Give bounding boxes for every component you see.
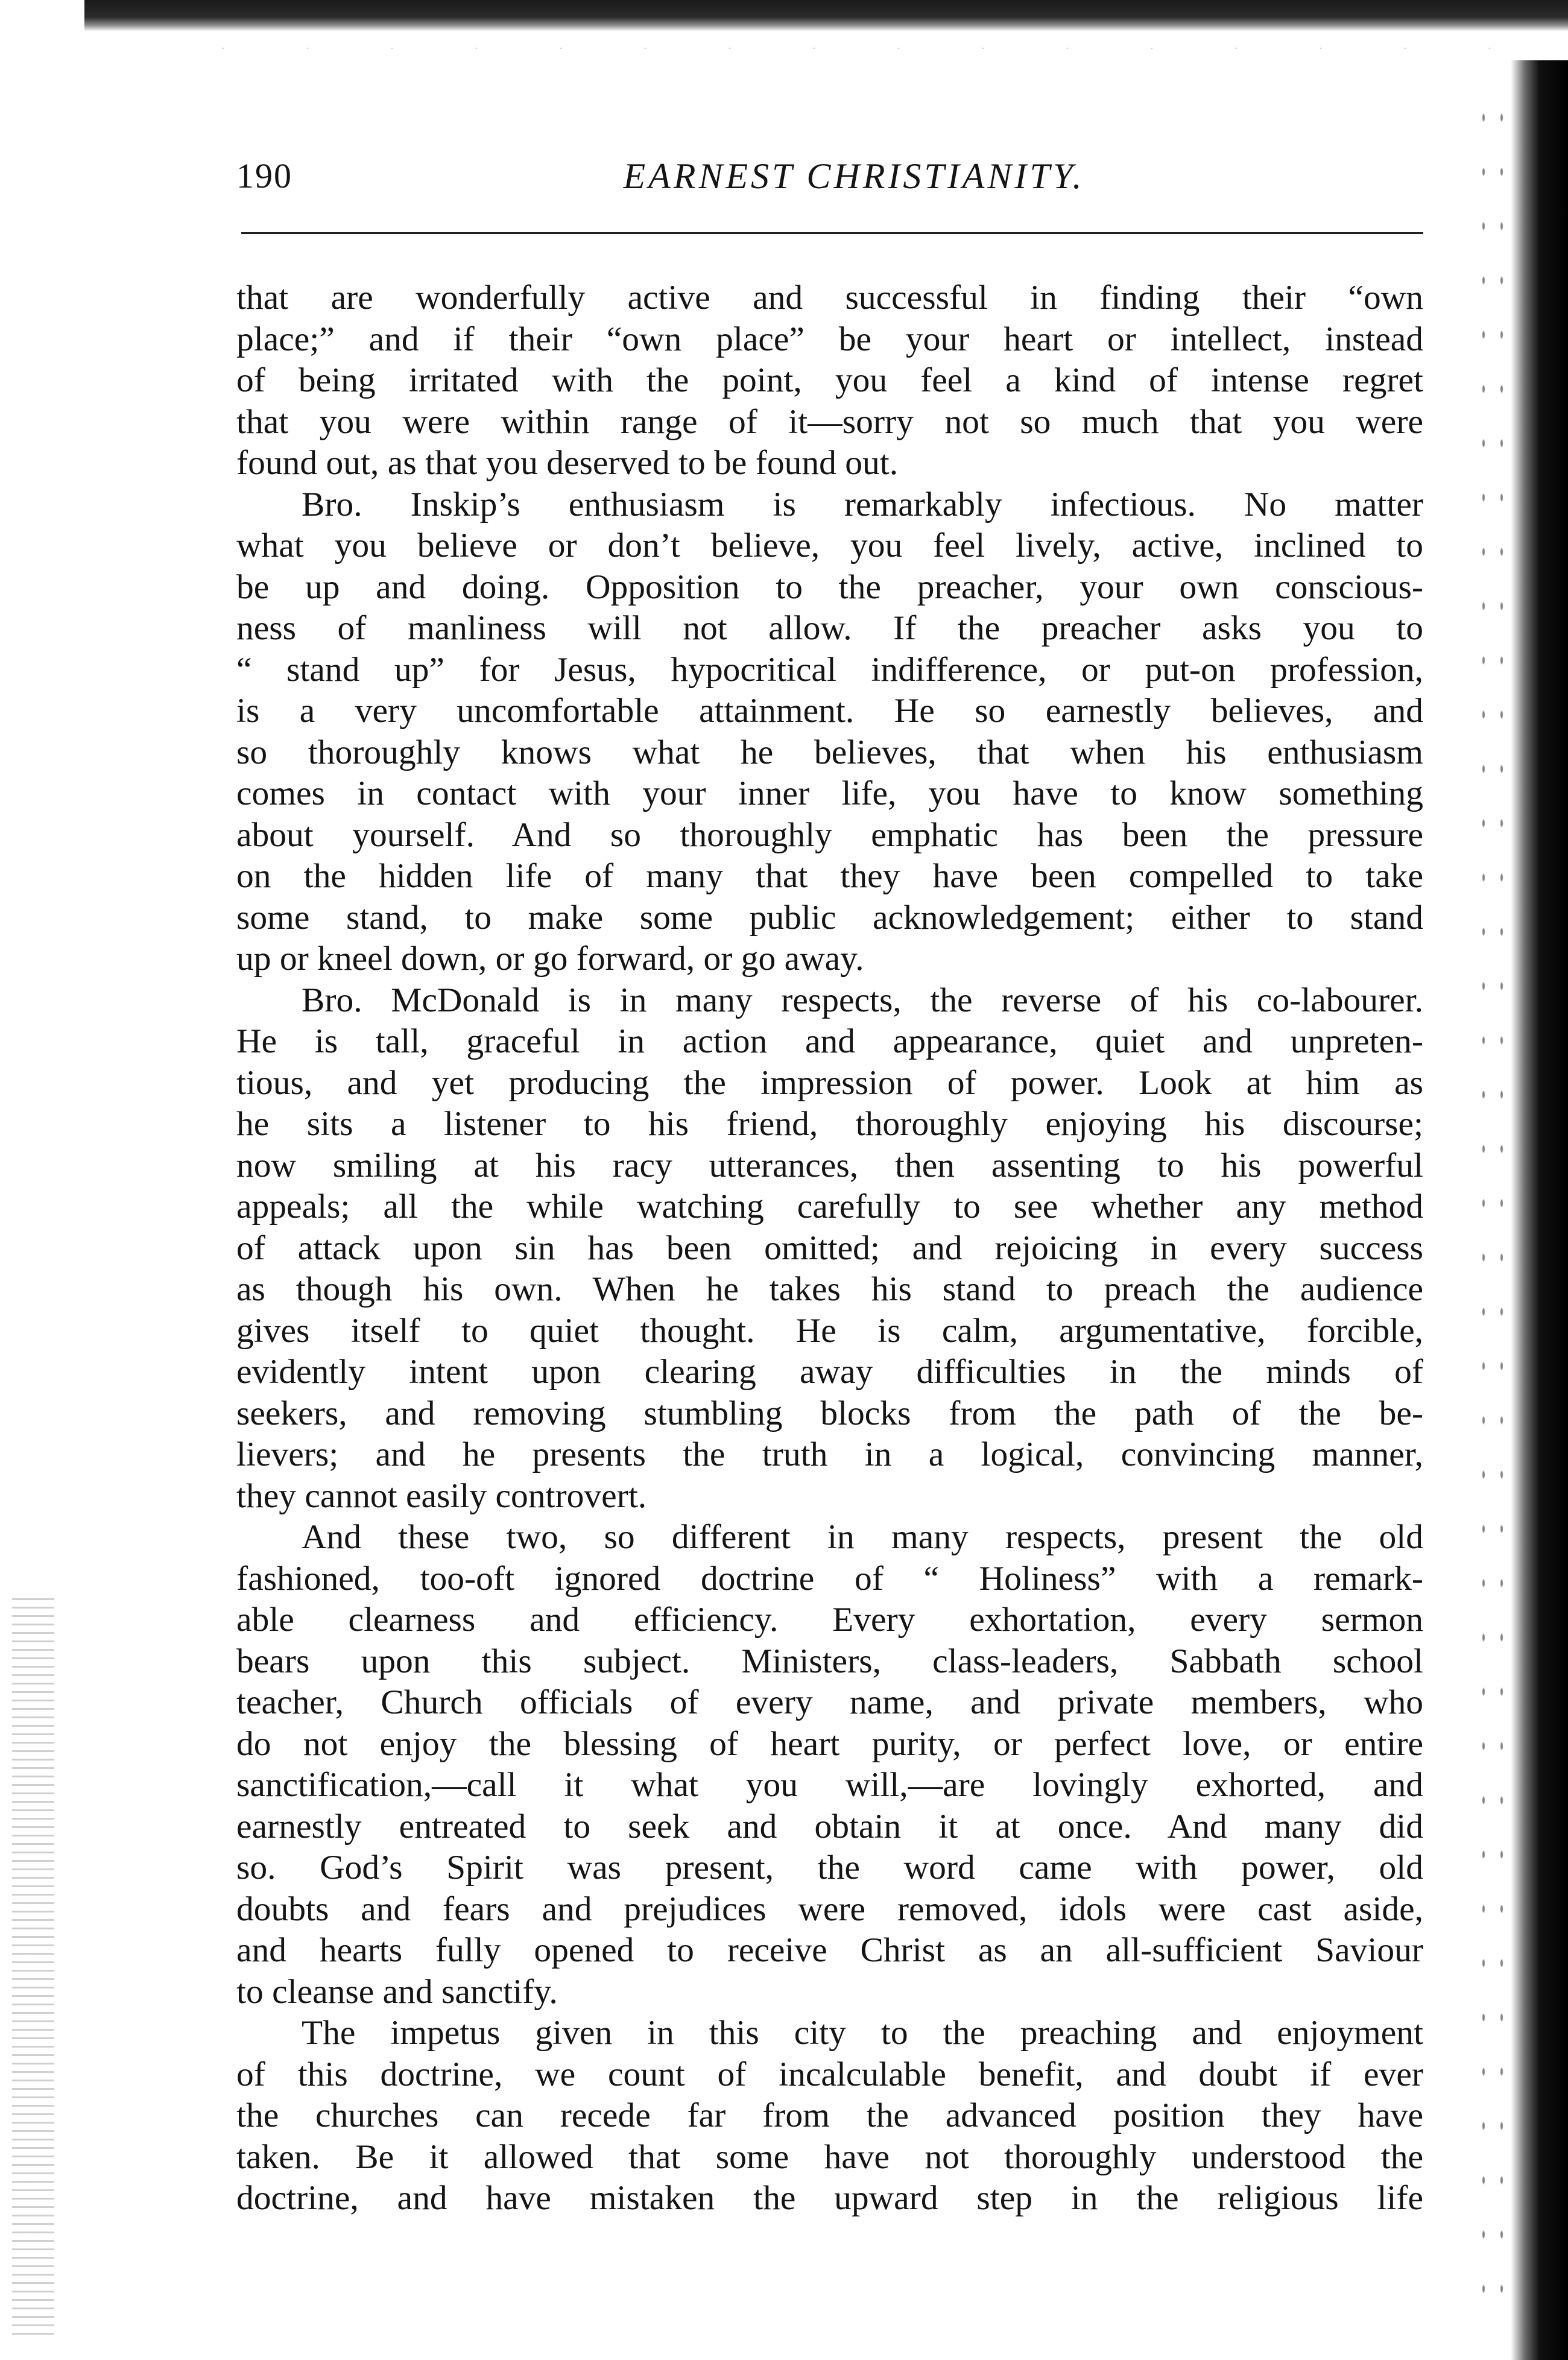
text-line: doubts and fears and prejudices were removed, idols were cast aside, <box>236 1890 1423 1928</box>
text-line: He is tall, graceful in action and appearance, quiet and unpreten- <box>236 1022 1423 1060</box>
scan-noise-right <box>1475 90 1511 2322</box>
text-line: Bro. McDonald is in many respects, the reverse of his co-labourer. <box>302 981 1423 1019</box>
text-line: seekers, and removing stumbling blocks from the path of the be- <box>236 1394 1423 1432</box>
text-line: Bro. Inskip’s enthusiasm is remarkably infectious. No matter <box>302 485 1423 524</box>
text-line: of attack upon sin has been omitted; and rejoicing in every success <box>236 1229 1423 1267</box>
text-line: of being irritated with the point, you feel a kind of intense regret <box>236 361 1423 399</box>
text-line: some stand, to make some public acknowledgement; either to stand <box>236 898 1423 937</box>
text-line: as though his own. When he takes his stand to preach the audience <box>236 1270 1423 1308</box>
text-line: is a very uncomfortable attainment. He so earnestly believes, and <box>236 692 1423 730</box>
text-line: lievers; and he presents the truth in a logical, convincing manner, <box>236 1435 1423 1473</box>
text-line: taken. Be it allowed that some have not thoroughly understood the <box>236 2137 1423 2176</box>
text-line: And these two, so different in many respects, present the old <box>302 1518 1423 1556</box>
text-line: ness of manliness will not allow. If the preacher asks you to <box>236 609 1423 647</box>
scan-noise-left <box>12 1598 54 2340</box>
text-line: bears upon this subject. Ministers, class-leaders, Sabbath school <box>236 1642 1423 1680</box>
text-line: tious, and yet producing the impression of power. Look at him as <box>236 1063 1423 1102</box>
text-line: now smiling at his racy utterances, then assenting to his powerful <box>236 1146 1423 1185</box>
scan-noise-top <box>181 36 1508 60</box>
text-line: evidently intent upon clearing away difficulties in the minds of <box>236 1353 1423 1391</box>
text-line: that are wonderfully active and successful in finding their “own <box>236 279 1423 317</box>
running-title: EARNEST CHRISTIANITY. <box>623 156 1085 196</box>
text-line: found out, as that you deserved to be found out. <box>236 444 899 482</box>
text-line: earnestly entreated to seek and obtain it at once. And many did <box>236 1807 1423 1846</box>
text-line: do not enjoy the blessing of heart purity, or perfect love, or entire <box>236 1724 1423 1763</box>
page-number: 190 <box>236 156 292 195</box>
body-text <box>236 277 1423 2219</box>
text-line: The impetus given in this city to the preaching and enjoyment <box>302 2014 1423 2052</box>
page-header <box>236 156 1423 210</box>
text-line: that you were within range of it—sorry not so much that you were <box>236 402 1423 441</box>
binding-shadow <box>1511 60 1568 2360</box>
text-line: of this doctrine, we count of incalculable benefit, and doubt if ever <box>236 2055 1423 2093</box>
header-rule <box>241 232 1423 234</box>
paragraph <box>236 277 1423 484</box>
paragraph <box>236 484 1423 980</box>
text-line: appeals; all the while watching carefully to see whether any method <box>236 1188 1423 1226</box>
paragraph <box>236 2013 1423 2219</box>
text-line: what you believe or don’t believe, you feel lively, active, inclined to <box>236 527 1423 565</box>
text-line: “ stand up” for Jesus, hypocritical indifference, or put-on profession, <box>236 650 1423 689</box>
text-line: be up and doing. Opposition to the preacher, your own conscious- <box>236 568 1423 606</box>
scan-top-edge <box>84 0 1568 31</box>
text-line: up or kneel down, or go forward, or go away. <box>236 940 864 978</box>
text-line: doctrine, and have mistaken the upward step in the religious life <box>236 2179 1423 2217</box>
text-line: on the hidden life of many that they have been compelled to take <box>236 857 1423 895</box>
text-line: the churches can recede far from the advanced position they have <box>236 2096 1423 2134</box>
text-line: able clearness and efficiency. Every exhortation, every sermon <box>236 1601 1423 1639</box>
text-line: teacher, Church officials of every name, and private members, who <box>236 1683 1423 1721</box>
text-line: they cannot easily controvert. <box>236 1476 647 1515</box>
text-line: to cleanse and sanctify. <box>236 1972 558 2011</box>
text-line: comes in contact with your inner life, you have to know something <box>236 774 1423 812</box>
text-line: so. God’s Spirit was present, the word came with power, old <box>236 1849 1423 1887</box>
paragraph <box>236 980 1423 1517</box>
text-line: about yourself. And so thoroughly emphatic has been the pressure <box>236 815 1423 854</box>
paragraph <box>236 1517 1423 2013</box>
text-line: sanctification,—call it what you will,—are lovingly exhorted, and <box>236 1766 1423 1804</box>
text-line: fashioned, too-oft ignored doctrine of “ Holiness” with a remark- <box>236 1559 1423 1598</box>
text-line: so thoroughly knows what he believes, that when his enthusiasm <box>236 733 1423 771</box>
text-line: place;” and if their “own place” be your heart or intellect, instead <box>236 320 1423 358</box>
text-line: and hearts fully opened to receive Christ as an all-sufficient Saviour <box>236 1931 1423 1969</box>
text-line: he sits a listener to his friend, thoroughly enjoying his discourse; <box>236 1105 1423 1143</box>
text-line: gives itself to quiet thought. He is calm, argumentative, forcible, <box>236 1311 1423 1350</box>
